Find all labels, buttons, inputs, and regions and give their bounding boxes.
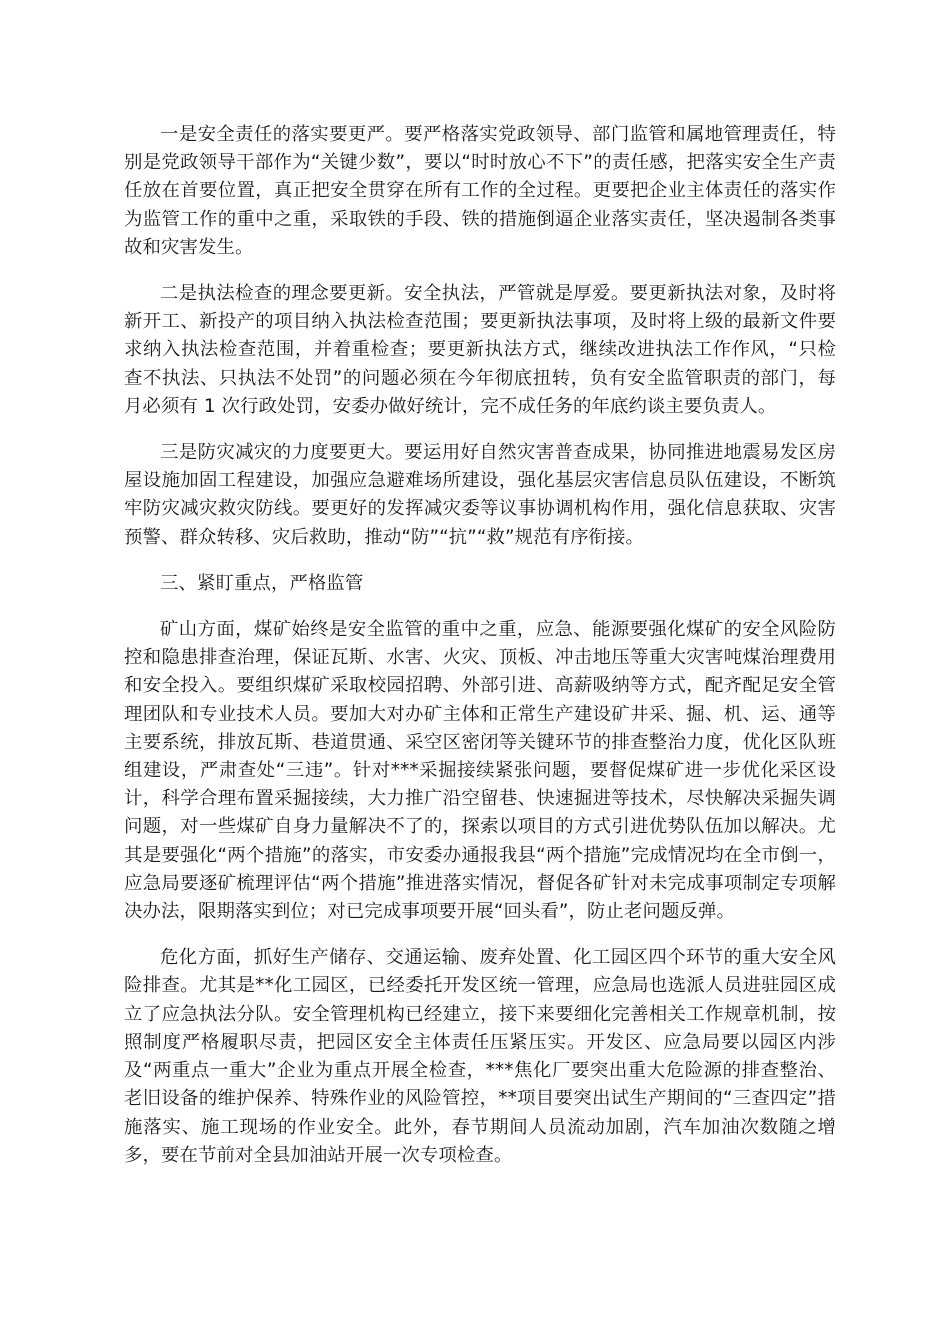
paragraph-safety-responsibility: 一是安全责任的落实要更严。要严格落实党政领导、部门监管和属地管理责任，特别是党政领导干部作为“关键少数”，要以“时时放心不下”的责任感，把落实安全生产责任放在首要位置，真正把安全贯穿在所有工作的全过程。更要把企业主体责任的落实作为监管工作的重中之重，采取铁的手段、铁的措施倒逼企业落实责任，坚决遏制各类事故和灾害发生。	[124, 124, 836, 258]
paragraph-mining: 矿山方面，煤矿始终是安全监管的重中之重，应急、能源要强化煤矿的安全风险防控和隐患排查治理，保证瓦斯、水害、火灾、顶板、冲击地压等重大灾害吨煤治理费用和安全投入。要组织煤矿采取校园招聘、外部引进、高薪吸纳等方式，配齐配足安全管理团队和专业技术人员。要加大对办矿主体和正常生产建设矿井采、掘、机、运、通等主要系统，排放瓦斯、巷道贯通、采空区密闭等关键环节的排查整治力度，优化区队班组建设，严肃查处“三违”。针对***采掘接续紧张问题，要督促煤矿进一步优化采区设计，科学合理布置采掘接续，大力推广沿空留巷、快速掘进等技术，尽快解决采掘失调问题，对一些煤矿自身力量解决不了的，探索以项目的方式引进优势队伍加以解决。尤其是要强化“两个措施”的落实，市安委办通报我县“两个措施”完成情况均在全市倒一，应急局要逐矿梳理评估“两个措施”推进落实情况，督促各矿针对未完成事项制定专项解决办法，限期落实到位；对已完成事项要开展“回头看”，防止老问题反弹。	[124, 619, 836, 923]
document-body	[124, 121, 836, 1170]
paragraph-law-enforcement: 二是执法检查的理念要更新。安全执法，严管就是厚爱。要更新执法对象，及时将新开工、新投产的项目纳入执法检查范围；要更新执法事项，及时将上级的最新文件要求纳入执法检查范围，并着重检查；要更新执法方式，继续改进执法工作作风，“只检查不执法、只执法不处罚”的问题必须在今年彻底扭转，负有安全监管职责的部门，每月必须有 1 次行政处罚，安委办做好统计，完不成任务的年底约谈主要负责人。	[124, 283, 836, 417]
paragraph-disaster-prevention: 三是防灾减灾的力度要更大。要运用好自然灾害普查成果，协同推进地震易发区房屋设施加固工程建设，加强应急避难场所建设，强化基层灾害信息员队伍建设，不断筑牢防灾减灾救灾防线。要更好的发挥减灾委等议事协调机构作用，强化信息获取、灾害预警、群众转移、灾后救助，推动“防”“抗”“救”规范有序衔接。	[124, 442, 836, 548]
paragraph-hazardous-chemicals: 危化方面，抓好生产储存、交通运输、废弃处置、化工园区四个环节的重大安全风险排查。尤其是**化工园区，已经委托开发区统一管理，应急局也选派人员进驻园区成立了应急执法分队。安全管理机构已经建立，接下来要细化完善相关工作规章机制，按照制度严格履职尽责，把园区安全主体责任压紧压实。开发区、应急局要以园区内涉及“两重点一重大”企业为重点开展全检查，***焦化厂要突出重大危险源的排查整治、老旧设备的维护保养、特殊作业的风险管控，**项目要突出试生产期间的“三查四定”措施落实、施工现场的作业安全。此外，春节期间人员流动加剧，汽车加油次数随之增多，要在节前对全县加油站开展一次专项检查。	[124, 947, 836, 1166]
section-heading: 三、紧盯重点，严格监管	[160, 572, 364, 594]
